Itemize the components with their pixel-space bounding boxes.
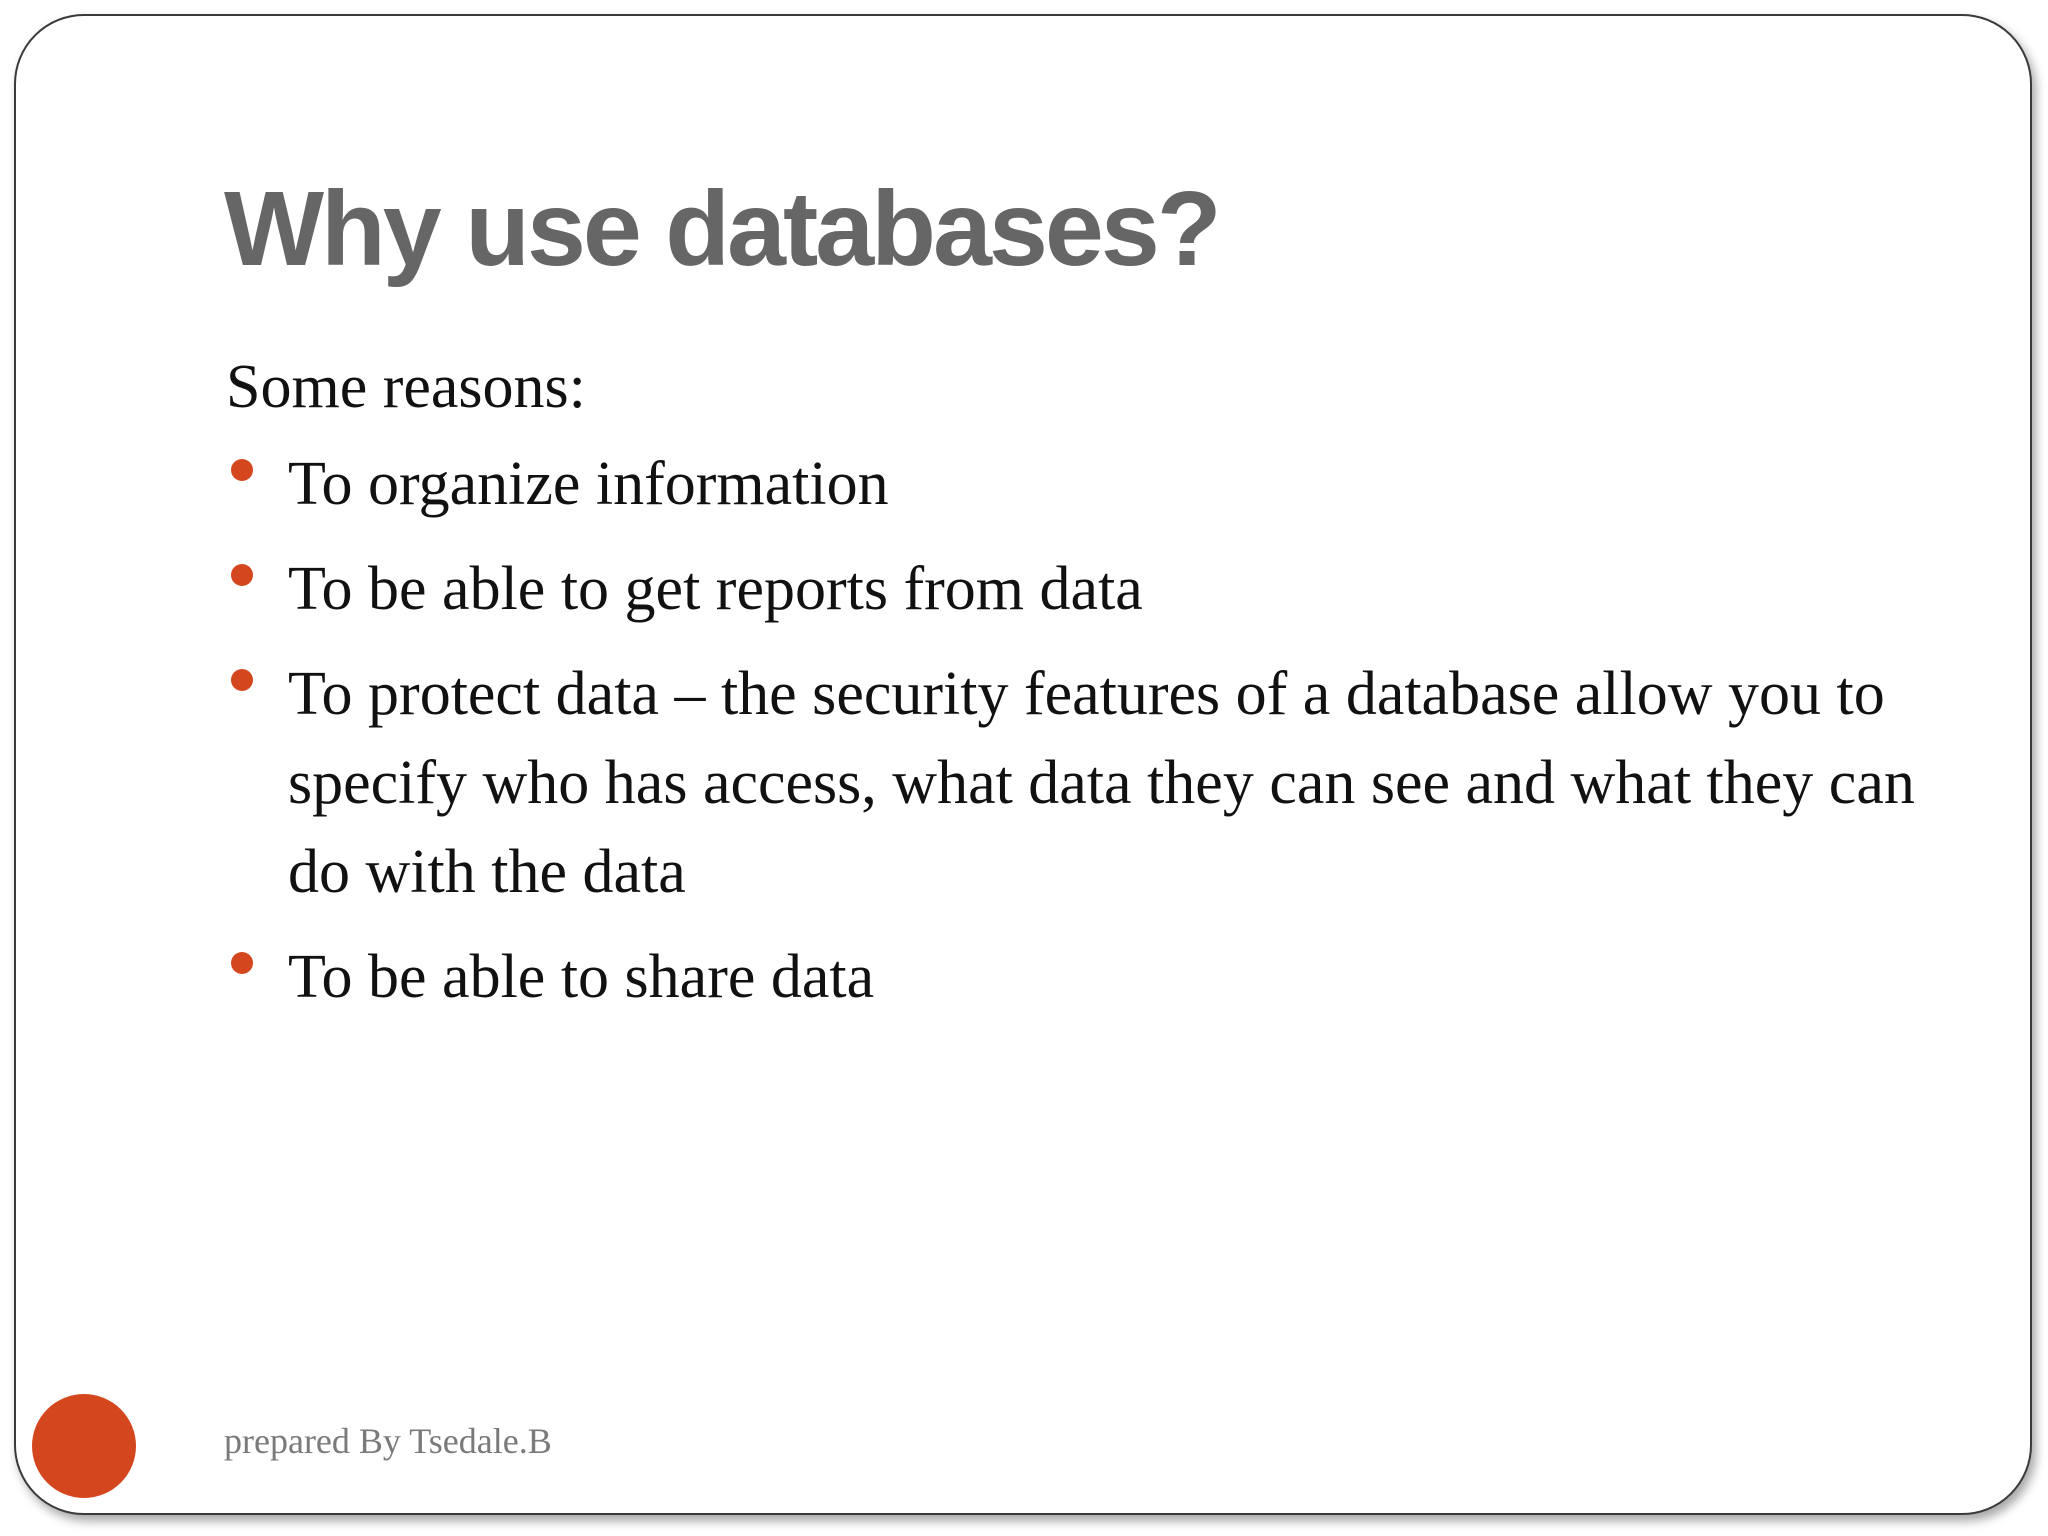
bullet-text: To be able to share data <box>288 943 875 1011</box>
bullet-text: To be able to get reports from data <box>288 555 1143 623</box>
bullet-list <box>226 440 1946 1022</box>
bullet-dot-icon <box>231 564 253 586</box>
intro-text: Some reasons: <box>226 353 586 421</box>
slide-title: Why use databases? <box>224 170 1219 288</box>
bullet-dot-icon <box>231 669 253 691</box>
footer-credit: prepared By Tsedale.B <box>224 1421 552 1461</box>
bullet-text: To organize information <box>288 450 889 518</box>
bullet-text: To protect data – the security features of a database allow you to specify who has access, what data they can see and what they can do with the data <box>288 660 1915 906</box>
bullet-dot-icon <box>231 459 253 481</box>
bullet-item <box>226 650 1946 917</box>
bullet-item <box>226 545 1946 634</box>
bullet-dot-icon <box>231 952 253 974</box>
slide-body <box>226 352 1946 1038</box>
bullet-item <box>226 933 1946 1022</box>
bullet-item <box>226 440 1946 529</box>
footer-circle-icon <box>32 1394 136 1498</box>
